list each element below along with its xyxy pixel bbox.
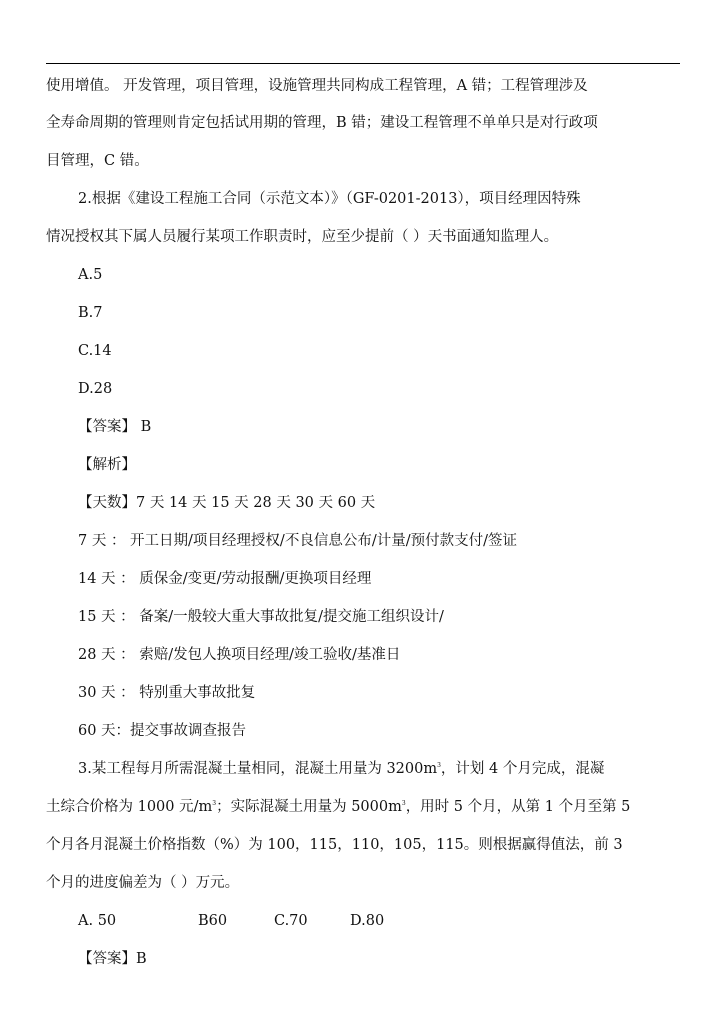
header-rule [46, 63, 680, 64]
days-item-14: 14 天 ： 质保金/变更/劳动报酬/更换项目经理 [78, 571, 372, 587]
days-item-60: 60 天：提交事故调查报告 [78, 723, 247, 739]
q2-option-d: D.28 [78, 381, 113, 397]
q3-stem-2a: 土综合价格为 1000 元/m [46, 799, 213, 815]
q3-stem-2-superscript: 3 [212, 800, 217, 808]
q2-option-a: A.5 [78, 267, 103, 283]
intro-line-1: 使用增值。 开发管理，项目管理，设施管理共同构成工程管理，A 错；工程管理涉及 [46, 78, 588, 94]
q3-stem-line-2 [46, 797, 630, 817]
q2-answer: 【答案】 B [78, 419, 152, 435]
days-item-7: 7 天 ： 开工日期/项目经理授权/不良信息公布/计量/预付款支付/签证 [78, 533, 517, 549]
q2-analysis-heading: 【解析】 [78, 457, 136, 473]
q2-option-b: B.7 [78, 305, 103, 321]
q3-option-c: C.70 [274, 913, 308, 929]
q3-stem-line-4: 个月的进度偏差为（ ）万元。 [46, 875, 240, 891]
q3-stem-2-superscript-2: 3 [401, 800, 406, 808]
intro-line-2: 全寿命周期的管理则肯定包括试用期的管理，B 错；建设工程管理不单单只是对行政项 [46, 115, 598, 131]
days-item-15: 15 天 ： 备案/一般较大重大事故批复/提交施工组织设计/ [78, 609, 444, 625]
q3-option-b: B60 [198, 913, 228, 929]
q3-option-d: D.80 [350, 913, 385, 929]
q2-stem-line-2: 情况授权其下属人员履行某项工作职责时，应至少提前（ ）天书面通知监理人。 [46, 229, 559, 245]
q3-stem-2b: ；实际混凝土用量为 5000m [216, 799, 402, 815]
q2-option-c: C.14 [78, 343, 112, 359]
days-item-28: 28 天 ： 索赔/发包人换项目经理/竣工验收/基准日 [78, 647, 401, 663]
days-title: 【天数】7 天 14 天 15 天 28 天 30 天 60 天 [78, 495, 376, 511]
q3-option-a: A. 50 [78, 913, 117, 929]
intro-line-3: 目管理，C 错。 [46, 153, 149, 169]
days-item-30: 30 天 ： 特别重大事故批复 [78, 685, 256, 701]
q3-stem-line-3: 个月各月混凝土价格指数（%）为 100，115，110，105，115。则根据赢得值法，前 3 [46, 837, 623, 853]
q3-options-row [78, 911, 384, 931]
q3-answer: 【答案】B [78, 951, 147, 967]
q3-stem-1b: ，计划 4 个月完成，混凝 [440, 761, 605, 777]
q2-stem-line-1: 2.根据《建设工程施工合同（示范文本）》（GF-0201-2013），项目经理因特殊 [78, 191, 581, 207]
q3-stem-line-1 [78, 759, 604, 779]
q3-stem-1-superscript: 3 [437, 762, 441, 770]
q3-stem-2c: ，用时 5 个月，从第 1 个月至第 5 [405, 799, 631, 815]
q3-stem-1a: 3.某工程每月所需混凝土量相同，混凝土用量为 3200m [78, 761, 438, 777]
